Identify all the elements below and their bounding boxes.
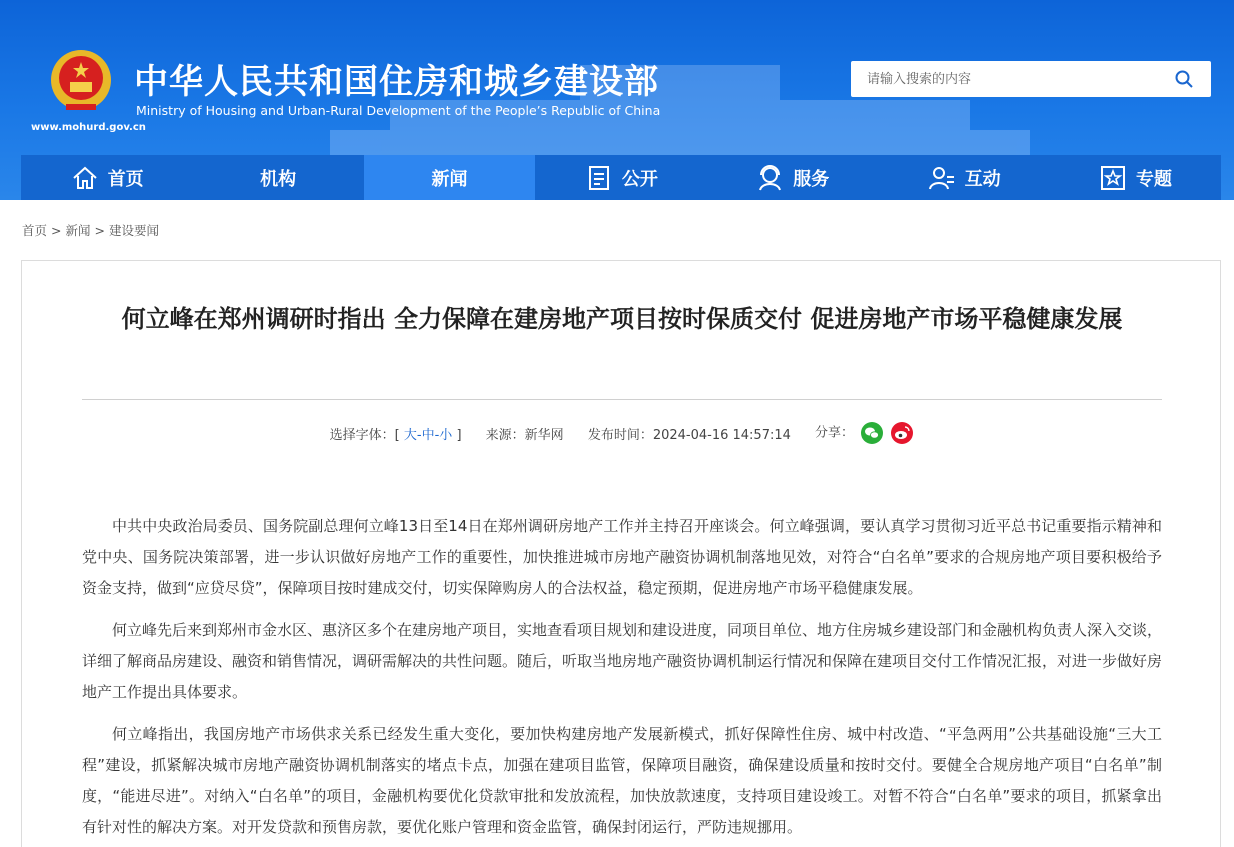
font-size-medium[interactable]: 中 [421, 427, 435, 443]
breadcrumb-news[interactable]: 新闻 [65, 223, 91, 238]
nav-item-public[interactable] [535, 155, 706, 200]
title-divider [82, 399, 1162, 400]
article-paragraph: 中共中央政治局委员、国务院副总理何立峰13日至14日在郑州调研房地产工作并主持召开座谈会。何立峰强调，要认真学习贯彻习近平总书记重要指示精神和党中央、国务院决策部署，进一步认识做好房地产工作的重要性，加快推进城市房地产融资协调机制落地见效，对符合“白名单”要求的合规房地产项目要积极给予资金支持，做到“应贷尽贷”，保障项目按时建成交付，切实保障购房人的合法权益，稳定预期，促进房地产市场平稳健康发展。 [82, 517, 1162, 597]
site-title[interactable]: 中华人民共和国住房和城乡建设部 [134, 62, 659, 102]
document-icon [584, 163, 614, 193]
nav-item-news[interactable] [364, 155, 535, 200]
article-meta [22, 421, 1222, 445]
nav-label: 公开 [621, 168, 658, 190]
font-size-separator: - [416, 427, 422, 443]
site-subtitle: Ministry of Housing and Urban-Rural Development of the People’s Republic of China [136, 103, 661, 118]
main-nav [21, 155, 1221, 200]
service-icon [755, 163, 785, 193]
breadcrumb-home[interactable]: 首页 [22, 223, 48, 238]
nav-label: 互动 [964, 168, 1001, 190]
font-size-label: 选择字体：[ [329, 427, 400, 443]
interaction-icon [927, 163, 957, 193]
search-input[interactable] [851, 61, 1151, 97]
article-paragraph: 何立峰指出，我国房地产市场供求关系已经发生重大变化，要加快构建房地产发展新模式，抓好保障性住房、城中村改造、“平急两用”公共基础设施“三大工程”建设，抓紧解决城市房地产融资协调机制落实的堵点卡点，加强在建项目监管，保障项目融资，确保建设质量和按时交付。要健全合规房地产项目“白名单”制度，“能进尽进”。对纳入“白名单”的项目，金融机构要优化贷款审批和发放流程，加快放款速度，支持项目建设竣工。对暂不符合“白名单”要求的项目，抓紧拿出有针对性的解决方案。对开发贷款和预售房款，要优化账户管理和资金监管，确保封闭运行，严防违规挪用。 [82, 725, 1162, 836]
home-icon [70, 163, 100, 193]
nav-label: 首页 [107, 168, 144, 190]
breadcrumb-separator: > [94, 223, 105, 238]
nav-label: 新闻 [431, 168, 468, 190]
search-box [851, 61, 1211, 97]
share-group [815, 421, 914, 445]
publish-time: 发布时间：2024-04-16 14:57:14 [587, 427, 791, 443]
wechat-icon[interactable] [860, 421, 884, 445]
star-icon [1098, 163, 1128, 193]
search-icon[interactable] [1175, 70, 1193, 88]
nav-item-service[interactable] [707, 155, 878, 200]
nav-item-home[interactable] [21, 155, 192, 200]
breadcrumb-current[interactable]: 建设要闻 [109, 223, 160, 238]
article-source: 来源：新华网 [485, 427, 564, 443]
font-size-selector [330, 424, 462, 443]
share-label: 分享： [815, 425, 855, 441]
article-card [21, 260, 1221, 847]
nav-label: 服务 [793, 168, 830, 190]
font-size-small[interactable]: 小 [439, 427, 453, 443]
nav-item-topic[interactable] [1049, 155, 1220, 200]
nav-label: 专题 [1136, 168, 1173, 190]
nav-item-organization[interactable] [192, 155, 363, 200]
nav-label: 机构 [260, 168, 297, 190]
font-size-separator: - [434, 427, 440, 443]
breadcrumb-separator: > [51, 223, 62, 238]
weibo-icon[interactable] [890, 421, 914, 445]
font-size-close: ] [456, 427, 462, 443]
site-url: www.mohurd.gov.cn [31, 122, 146, 133]
article-paragraph: 何立峰先后来到郑州市金水区、惠济区多个在建房地产项目，实地查看项目规划和建设进度，同项目单位、地方住房城乡建设部门和金融机构负责人深入交谈，详细了解商品房建设、融资和销售情况，调研需解决的共性问题。随后，听取当地房地产融资协调机制运行情况和保障在建项目交付工作情况汇报，对进一步做好房地产工作提出具体要求。 [82, 621, 1163, 701]
article-body [82, 511, 1162, 847]
article-title: 何立峰在郑州调研时指出 全力保障在建房地产项目按时保质交付 促进房地产市场平稳健康发展 [121, 305, 1123, 333]
breadcrumb [22, 221, 159, 239]
site-header [0, 0, 1234, 200]
nav-item-interaction[interactable] [878, 155, 1049, 200]
font-size-large[interactable]: 大 [403, 427, 417, 443]
national-emblem-icon [46, 48, 116, 118]
